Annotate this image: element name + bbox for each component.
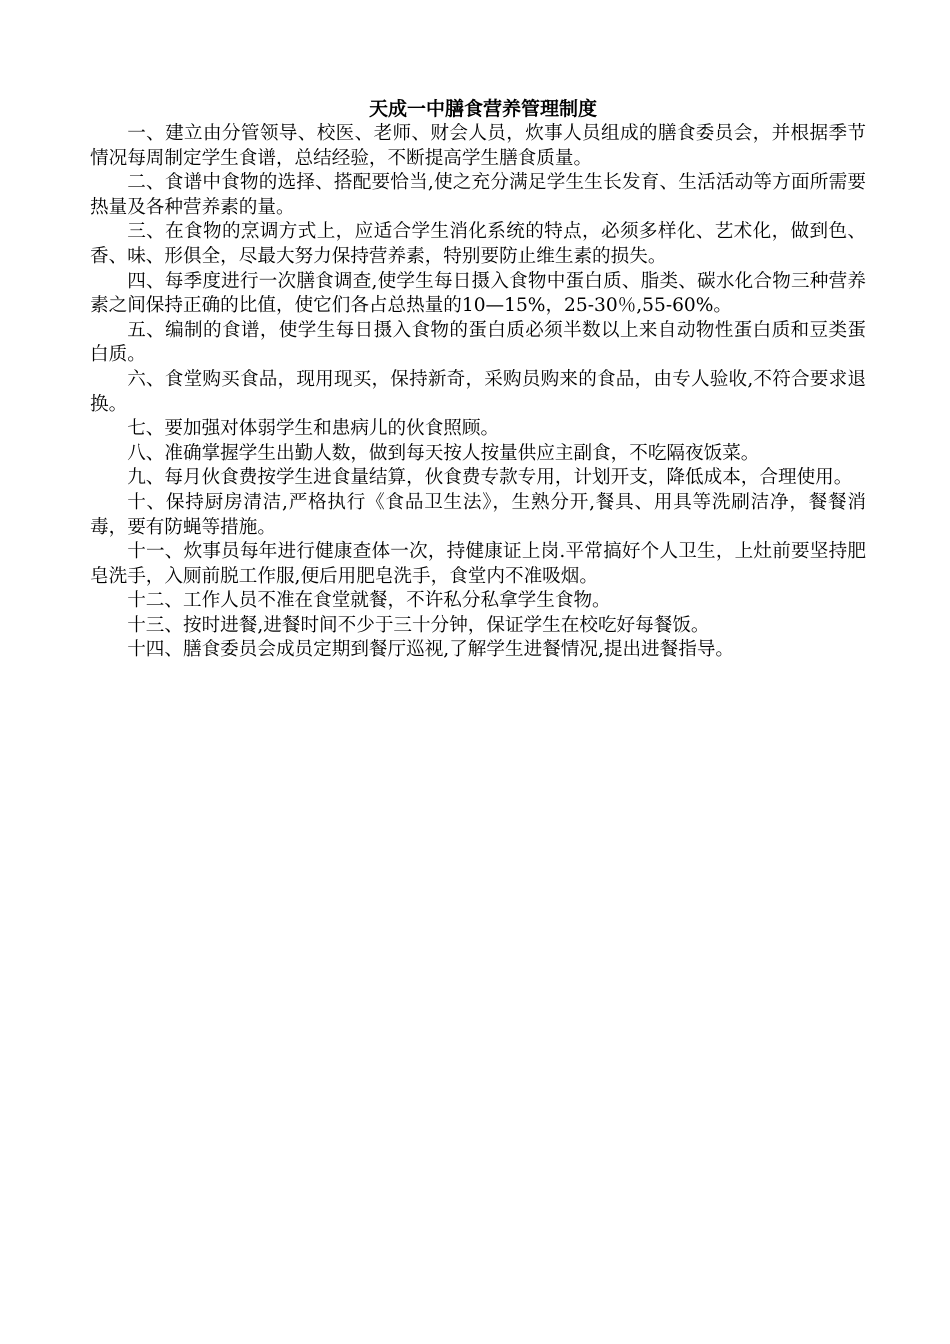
paragraph-14: 十四、膳食委员会成员定期到餐厅巡视,了解学生进餐情况,提出进餐指导。: [127, 639, 735, 661]
paragraph-1: 一、建立由分管领导、校医、老师、财会人员，炊事人员组成的膳食委员会，并根据季节情况每周制定学生食谱，总结经验，不断提高学生膳食质量。: [90, 123, 866, 169]
paragraph-13: 十三、按时进餐,进餐时间不少于三十分钟，保证学生在校吃好每餐饭。: [127, 614, 710, 636]
paragraph-7: 七、要加强对体弱学生和患病儿的伙食照顾。: [127, 418, 500, 440]
paragraph-3: 三、在食物的烹调方式上，应适合学生消化系统的特点，必须多样化、艺术化，做到色、香、味、形俱全，尽最大努力保持营养素，特别要防止维生素的损失。: [90, 221, 866, 267]
paragraph-9: 九、每月伙食费按学生进食量结算，伙食费专款专用，计划开支，降低成本，合理使用。: [127, 467, 853, 489]
paragraph-12: 十二、工作人员不准在食堂就餐，不许私分私拿学生食物。: [127, 590, 611, 612]
paragraph-10: 十、保持厨房清洁,严格执行《食品卫生法》，生熟分开,餐具、用具等洗刷洁净，餐餐消毒，要有防蝇等措施。: [90, 491, 866, 538]
paragraph-4: 四、每季度进行一次膳食调查,使学生每日摄入食物中蛋白质、脂类、碳水化合物三种营养素之间保持正确的比值，使它们各占总热量的10—15%，25-30％,55-60%。: [90, 270, 866, 317]
paragraph-6: 六、食堂购买食品，现用现买，保持新奇，采购员购来的食品，由专人验收,不符合要求退换。: [90, 368, 866, 415]
paragraph-2: 二、食谱中食物的选择、搭配要恰当,使之充分满足学生生长发育、生活活动等方面所需要热量及各种营养素的量。: [90, 172, 866, 218]
paragraph-11: 十一、炊事员每年进行健康查体一次，持健康证上岗.平常搞好个人卫生，上灶前要坚持肥皂洗手，入厕前脱工作服,便后用肥皂洗手，食堂内不准吸烟。: [90, 541, 866, 587]
document-page: [90, 96, 866, 663]
paragraph-8: 八、准确掌握学生出勤人数，做到每天按人按量供应主副食，不吃隔夜饭菜。: [127, 442, 760, 464]
paragraph-5: 五、编制的食谱，使学生每日摄入食物的蛋白质必须半数以上来自动物性蛋白质和豆类蛋白质。: [90, 319, 866, 366]
document-title: 天成一中膳食营养管理制度: [368, 98, 597, 120]
